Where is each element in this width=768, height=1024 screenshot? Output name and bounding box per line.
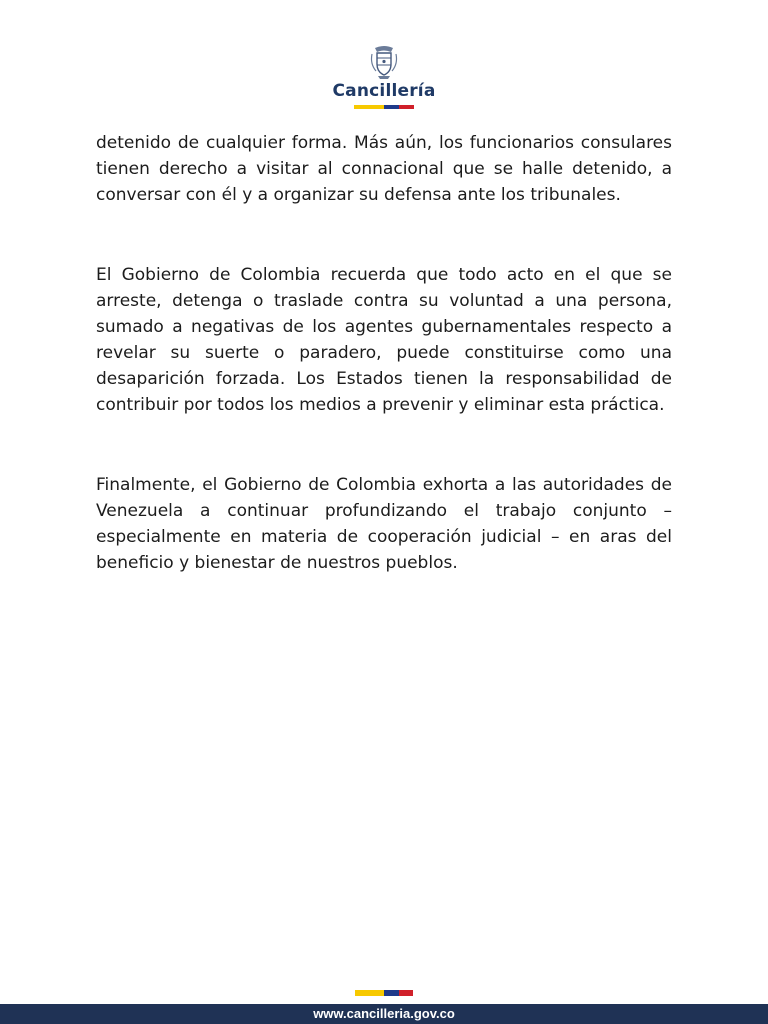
footer-bar xyxy=(0,1004,768,1024)
brand-name: Cancillería xyxy=(332,81,436,101)
website-url: www.cancilleria.gov.co xyxy=(313,1006,455,1021)
letterhead xyxy=(0,44,768,109)
flag-stripe xyxy=(354,105,414,109)
paragraph-2: El Gobierno de Colombia recuerda que todo acto en el que se arreste, detenga o traslade contra su voluntad a una persona, sumado a negativas de los agentes gubernamentales respecto a revelar su suerte o paradero, puede constituirse como una desaparición forzada. Los Estados tienen la responsabilidad de contribuir por todos los medios a prevenir y eliminar esta práctica. xyxy=(96,265,672,415)
coat-of-arms-icon xyxy=(369,44,399,80)
footer-flag-stripe xyxy=(355,990,413,996)
paragraph-1: detenido de cualquier forma. Más aún, los funcionarios consulares tienen derecho a visitar al connacional que se halle detenido, a conversar con él y a organizar su defensa ante los tribunales. xyxy=(96,133,672,205)
document-body xyxy=(96,130,672,630)
paragraph-3: Finalmente, el Gobierno de Colombia exhorta a las autoridades de Venezuela a continuar profundizando el trabajo conjunto – especialmente en materia de cooperación judicial – en aras del beneficio y bienestar de nuestros pueblos. xyxy=(96,475,672,573)
